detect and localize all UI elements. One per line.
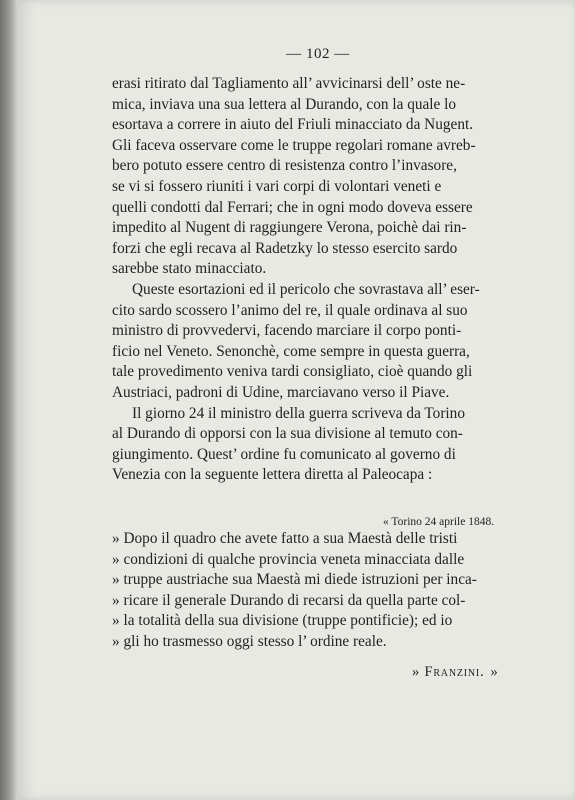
body-text-5: bero potuto essere centro di resistenza contro l’invasore, (112, 157, 457, 175)
letter-text-5: » la totalità della sua divisione (truppe pontificie); ed io (112, 612, 453, 630)
body-line-13 (112, 321, 514, 342)
body-line-17 (112, 404, 514, 425)
body-text-20: Venezia con la seguente lettera diretta al Paleocapa : (112, 466, 433, 484)
body-line-19 (112, 445, 514, 466)
body-text-11: Queste esortazioni ed il pericolo che sovrastava all’ eser- (132, 280, 480, 298)
body-line-6 (112, 177, 514, 198)
quoted-letter (112, 529, 515, 653)
letter-text-2: » condizioni di qualche provincia veneta minacciata dalle (112, 550, 465, 568)
body-line-14 (112, 342, 514, 363)
body-line-1 (112, 74, 514, 95)
body-text-7: quelli condotti dal Ferrari; che in ogni modo doveva essere (112, 198, 473, 216)
letter-text-1: » Dopo il quadro che avete fatto a sua Maestà delle tristi (112, 530, 458, 547)
body-text-13: ministro di provvedervi, facendo marciare il corpo ponti- (112, 322, 462, 340)
body-text-6: se vi si fossero riuniti i vari corpi di volontari veneti e (112, 177, 442, 195)
body-line-20 (112, 465, 514, 486)
body-text-17: Il giorno 24 il ministro della guerra scriveva da Torino (132, 404, 465, 422)
body-line-4 (112, 136, 514, 157)
page-number: — 102 — (286, 46, 350, 62)
letter-line-4 (112, 591, 515, 612)
letter-line-3 (112, 570, 515, 591)
body-text-16: Austriaci, padroni di Udine, marciavano verso il Piave. (112, 383, 450, 401)
body-text-14: ficio nel Veneto. Senonchè, come sempre in questa guerra, (112, 342, 470, 360)
body-text-18: al Durando di opporsi con la sua divisione al temuto con- (112, 425, 463, 443)
letter-line-6 (112, 632, 515, 653)
letter-text-3: » truppe austriache sua Maestà mi diede istruzioni per inca- (112, 571, 477, 589)
body-line-10 (112, 259, 514, 280)
letter-signature (412, 664, 499, 681)
scan-left-edge (0, 0, 18, 800)
body-line-15 (112, 362, 514, 383)
body-line-8 (112, 218, 514, 239)
body-line-9 (112, 239, 514, 260)
signature-close-quote: » (490, 664, 499, 680)
body-text-12: cito sardo scossero l’animo del re, il quale ordinava al suo (112, 301, 468, 319)
letter-text-6: » gli ho trasmesso oggi stesso l’ ordine reale. (112, 632, 387, 650)
main-text (112, 74, 514, 486)
body-line-16 (112, 383, 514, 404)
body-line-12 (112, 301, 514, 322)
body-line-7 (112, 198, 514, 219)
body-text-3: esortava a correre in aiuto del Friuli minacciato da Nugent. (112, 116, 474, 134)
body-line-2 (112, 95, 514, 116)
signature-name: » Franzini. (412, 664, 485, 680)
body-text-2: mica, inviava una sua lettera al Durando, con la quale lo (112, 95, 457, 113)
letter-line-5 (112, 611, 515, 632)
body-line-18 (112, 424, 514, 445)
body-text-9: forzi che egli recava al Radetzky lo stesso esercito sardo (112, 239, 458, 257)
body-line-11 (112, 280, 514, 301)
letter-line-1 (112, 529, 515, 550)
body-text-10: sarebbe stato minacciato. (112, 260, 267, 278)
body-text-19: giungimento. Quest’ ordine fu comunicato al governo di (112, 445, 456, 463)
body-text-4: Gli faceva osservare come le truppe regolari romane avreb- (112, 136, 476, 154)
body-text-8: impedito al Nugent di raggiungere Verona, poichè dai rin- (112, 219, 467, 237)
letter-date: « Torino 24 aprile 1848. (383, 516, 495, 528)
body-line-3 (112, 115, 514, 136)
body-text-15: tale provedimento veniva tardi consigliato, cioè quando gli (112, 363, 473, 381)
letter-text-4: » ricare il generale Durando di recarsi da quella parte col- (112, 591, 466, 609)
letter-line-2 (112, 550, 515, 571)
body-text-1: erasi ritirato dal Tagliamento all’ avvicinarsi dell’ oste ne- (112, 75, 466, 92)
body-line-5 (112, 156, 514, 177)
